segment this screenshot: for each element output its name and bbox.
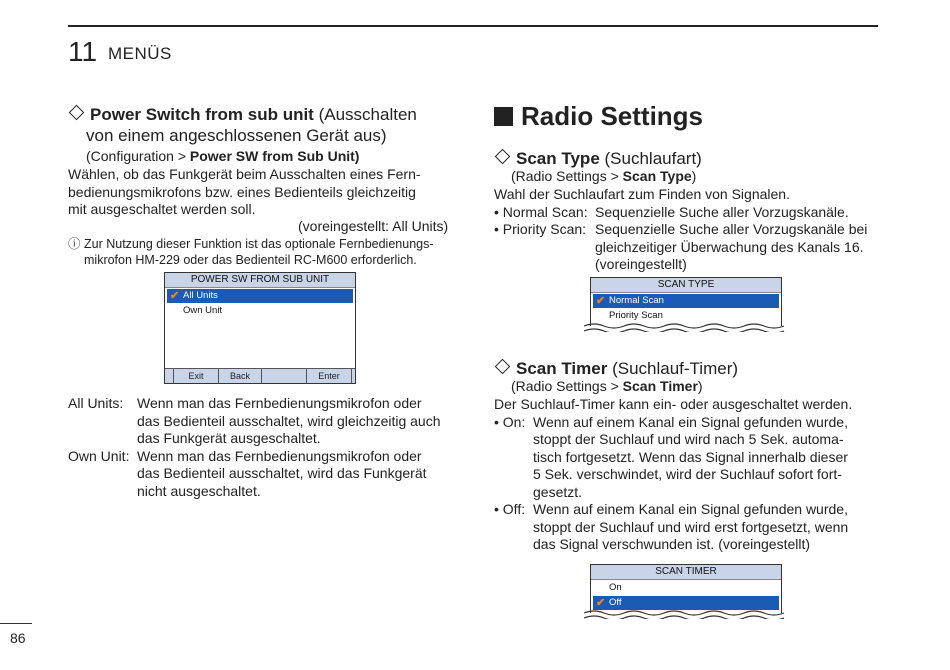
radio-settings-section-title: Radio Settings: [494, 101, 703, 132]
lcd-softkey-bar: [165, 368, 355, 383]
power-switch-default: (voreingestellt: All Units): [298, 218, 449, 234]
softkey-blank: [165, 369, 174, 383]
lcd-option-all-units[interactable]: ✔ All Units: [167, 289, 353, 303]
softkey-exit[interactable]: Exit: [174, 369, 219, 383]
checkmark-icon: ✔: [596, 597, 606, 609]
definition-all-units: All Units: Wenn man das Fernbedienungsmikrofon oder das Bedienteil ausschaltet, wird gleichzeitig auch das Funkgerät ausgeschaltet.: [68, 395, 441, 446]
softkey-blank-3: [352, 369, 355, 383]
power-switch-note: ⓘ Zur Nutzung dieser Funktion ist das optionale Fernbedienungs- mikrofon HM-229 oder das Bedienteil RC-M600 erforderlich.: [68, 237, 434, 267]
diamond-icon: [495, 359, 511, 375]
square-bullet-icon: [494, 107, 513, 126]
scan-type-heading: Scan Type (Suchlaufart): [494, 148, 702, 169]
lcd-option-off[interactable]: ✔ Off: [593, 596, 779, 610]
page-number: 86: [10, 630, 26, 646]
definition-own-unit: Own Unit: Wenn man das Fernbedienungsmikrofon oder das Bedienteil ausschaltet, wird das Funkgerät nicht ausgeschaltet.: [68, 447, 427, 499]
scan-timer-lcd-screen: [590, 564, 782, 613]
checkmark-icon: ✔: [596, 295, 606, 307]
softkey-blank-2: [262, 369, 307, 383]
checkmark-icon: ✔: [170, 290, 180, 302]
lcd-option-normal-scan[interactable]: ✔ Normal Scan: [593, 294, 779, 308]
page-number-rule: [0, 623, 32, 624]
lcd-title: SCAN TIMER: [591, 565, 781, 580]
scan-type-lcd-screen: [590, 277, 782, 326]
power-switch-menu-path: (Configuration > Power SW from Sub Unit): [86, 148, 360, 164]
header-rule: [68, 25, 878, 27]
power-switch-description: Wählen, ob das Funkgerät beim Ausschalten eines Fern- bedienungsmikrofons bzw. eines Bedienteils gleichzeitig mit ausgeschaltet werden soll.: [68, 166, 421, 217]
power-switch-definitions: [68, 395, 468, 500]
softkey-back[interactable]: Back: [219, 369, 262, 383]
torn-edge-divider: [584, 322, 788, 332]
lcd-option-priority-scan[interactable]: Priority Scan: [609, 310, 663, 321]
lcd-title: SCAN TYPE: [591, 278, 781, 293]
scan-timer-menu-path: (Radio Settings > Scan Timer): [511, 378, 703, 394]
diamond-icon: [495, 149, 511, 165]
softkey-enter[interactable]: Enter: [307, 369, 352, 383]
lcd-option-own-unit[interactable]: Own Unit: [183, 305, 223, 316]
power-switch-heading: Power Switch from sub unit (Ausschalten von einem angeschlossenen Gerät aus): [68, 104, 468, 146]
torn-edge-divider: [584, 609, 788, 619]
lcd-title: POWER SW FROM SUB UNIT: [165, 273, 355, 288]
chapter-number: 11: [68, 36, 98, 67]
diamond-icon: [69, 105, 85, 121]
chapter-title: MENÜS: [108, 44, 172, 63]
scan-timer-description: Der Suchlauf-Timer kann ein- oder ausgeschaltet werden. • On: Wenn auf einem Kanal ein Signal gefunden wurde, stoppt der Suchlauf und wird nach 5 Sek. automa- tisch fortgesetzt. Wenn das Signal innerhalb dieser 5 Sek. verschwindet, wird der Suchlauf sofort fort- gesetzt. • Off: Wenn auf einem Kanal ein Signal gefunden wurde, stoppt der Suchlauf und wird erst fortgesetzt, wenn das Signal verschwunden ist. (voreingestellt): [494, 396, 853, 552]
scan-type-menu-path: (Radio Settings > Scan Type): [511, 168, 697, 184]
info-icon: ⓘ: [68, 237, 81, 251]
scan-timer-heading: Scan Timer (Suchlauf-Timer): [494, 358, 738, 379]
scan-type-description: Wahl der Suchlaufart zum Finden von Signalen. • Normal Scan: Sequenzielle Suche aller Vorzugskanäle. • Priority Scan: Sequenzielle Suche aller Vorzugskanäle bei gleichzeitiger Überwachung des Kanals 16. (voreingestellt): [494, 186, 868, 272]
power-sw-lcd-screen: [164, 272, 356, 384]
lcd-option-on[interactable]: On: [609, 582, 622, 593]
